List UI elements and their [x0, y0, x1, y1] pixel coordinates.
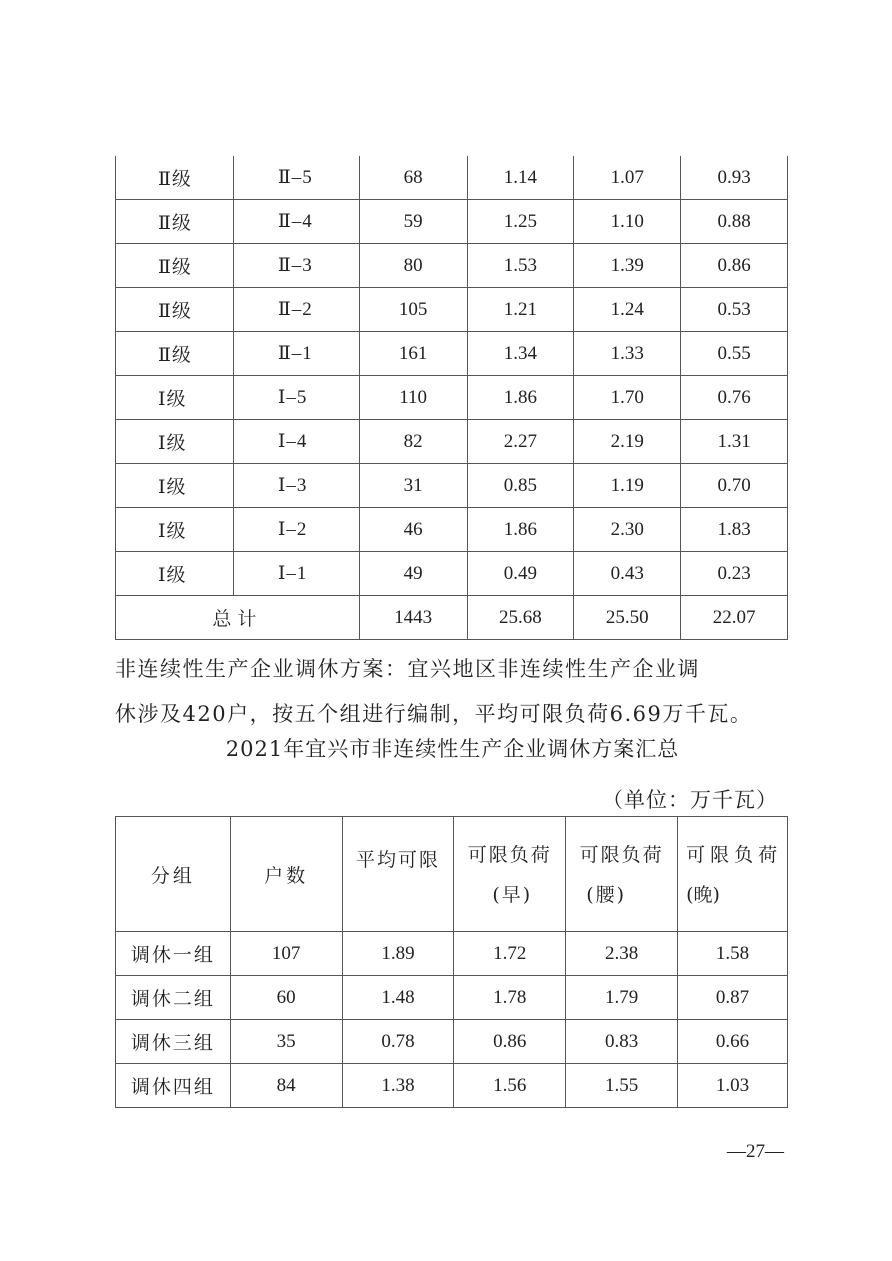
group-cell: 调休三组 — [116, 1020, 231, 1064]
load-table-continued — [115, 156, 788, 640]
value1-cell: 0.85 — [467, 464, 574, 508]
header-evening-top: 可限负荷 — [686, 844, 783, 866]
count-cell: 31 — [359, 464, 467, 508]
value2-cell: 0.43 — [574, 552, 681, 596]
table-row — [116, 1020, 788, 1064]
count-cell: 80 — [359, 244, 467, 288]
table-row — [116, 1064, 788, 1108]
group-cell: 调休二组 — [116, 976, 231, 1020]
value2-cell: 2.19 — [574, 420, 681, 464]
level-cell: Ⅰ级 — [116, 420, 234, 464]
noon-cell: 0.83 — [566, 1020, 678, 1064]
value1-cell: 2.27 — [467, 420, 574, 464]
sublevel-cell: Ⅱ–5 — [233, 156, 359, 200]
households-cell: 84 — [230, 1064, 342, 1108]
table2-header-row — [116, 817, 788, 932]
level-cell: Ⅰ级 — [116, 552, 234, 596]
count-cell: 110 — [359, 376, 467, 420]
value2-cell: 1.39 — [574, 244, 681, 288]
level-cell: Ⅱ级 — [116, 332, 234, 376]
table-row — [116, 976, 788, 1020]
sublevel-cell: Ⅱ–3 — [233, 244, 359, 288]
noon-cell: 1.55 — [566, 1064, 678, 1108]
value1-cell: 1.86 — [467, 376, 574, 420]
header-morning — [454, 817, 566, 932]
value2-cell: 1.70 — [574, 376, 681, 420]
avg-cell: 1.38 — [342, 1064, 454, 1108]
value3-cell: 1.31 — [681, 420, 788, 464]
avg-cell: 1.48 — [342, 976, 454, 1020]
header-noon — [566, 817, 678, 932]
table-row — [116, 156, 788, 200]
total-count-cell: 1443 — [359, 596, 467, 640]
sublevel-cell: Ⅰ–2 — [233, 508, 359, 552]
count-cell: 59 — [359, 200, 467, 244]
header-noon-top: 可限负荷 — [579, 844, 664, 866]
group-cell: 调休一组 — [116, 932, 231, 976]
count-cell: 49 — [359, 552, 467, 596]
count-cell: 46 — [359, 508, 467, 552]
evening-cell: 1.58 — [678, 932, 788, 976]
level-cell: Ⅱ级 — [116, 288, 234, 332]
paragraph-line-2: 休涉及420户，按五个组进行编制，平均可限负荷6.69万千瓦。 — [115, 702, 753, 726]
sublevel-cell: Ⅰ–1 — [233, 552, 359, 596]
table-row — [116, 200, 788, 244]
paragraph-line-1: 非连续性生产企业调休方案：宜兴地区非连续性生产企业调 — [115, 657, 700, 681]
total-label: 总计 — [116, 596, 360, 640]
count-cell: 82 — [359, 420, 467, 464]
table2-title: 2021年宜兴市非连续性生产企业调休方案汇总 — [225, 737, 680, 761]
households-cell: 107 — [230, 932, 342, 976]
total-v3-cell: 22.07 — [681, 596, 788, 640]
sublevel-cell: Ⅱ–2 — [233, 288, 359, 332]
value2-cell: 1.07 — [574, 156, 681, 200]
header-households: 户数 — [230, 817, 342, 932]
avg-cell: 0.78 — [342, 1020, 454, 1064]
value1-cell: 1.21 — [467, 288, 574, 332]
level-cell: Ⅰ级 — [116, 376, 234, 420]
value3-cell: 0.23 — [681, 552, 788, 596]
count-cell: 161 — [359, 332, 467, 376]
value2-cell: 1.19 — [574, 464, 681, 508]
table-row — [116, 420, 788, 464]
value1-cell: 1.14 — [467, 156, 574, 200]
total-row — [116, 596, 788, 640]
level-cell: Ⅱ级 — [116, 156, 234, 200]
value3-cell: 0.70 — [681, 464, 788, 508]
value1-cell: 1.53 — [467, 244, 574, 288]
evening-cell: 0.87 — [678, 976, 788, 1020]
sublevel-cell: Ⅱ–4 — [233, 200, 359, 244]
table-row — [116, 332, 788, 376]
households-cell: 60 — [230, 976, 342, 1020]
value1-cell: 0.49 — [467, 552, 574, 596]
value3-cell: 0.86 — [681, 244, 788, 288]
sublevel-cell: Ⅰ–3 — [233, 464, 359, 508]
table-row — [116, 244, 788, 288]
value2-cell: 1.10 — [574, 200, 681, 244]
level-cell: Ⅰ级 — [116, 464, 234, 508]
total-v2-cell: 25.50 — [574, 596, 681, 640]
count-cell: 68 — [359, 156, 467, 200]
sublevel-cell: Ⅰ–4 — [233, 420, 359, 464]
evening-cell: 0.66 — [678, 1020, 788, 1064]
table-row — [116, 464, 788, 508]
value3-cell: 0.55 — [681, 332, 788, 376]
page-number: —27— — [727, 1141, 784, 1162]
header-evening-bottom: (晚) — [686, 884, 720, 906]
table-row — [116, 932, 788, 976]
level-cell: Ⅰ级 — [116, 508, 234, 552]
table2-unit: （单位：万千瓦） — [602, 788, 778, 812]
header-morning-top: 可限负荷 — [467, 844, 552, 866]
noon-cell: 2.38 — [566, 932, 678, 976]
value3-cell: 0.76 — [681, 376, 788, 420]
value1-cell: 1.25 — [467, 200, 574, 244]
header-avg: 平均可限 — [342, 817, 454, 932]
sublevel-cell: Ⅱ–1 — [233, 332, 359, 376]
households-cell: 35 — [230, 1020, 342, 1064]
header-noon-bottom: (腰) — [586, 884, 627, 906]
morning-cell: 1.56 — [454, 1064, 566, 1108]
header-group: 分组 — [116, 817, 231, 932]
avg-cell: 1.89 — [342, 932, 454, 976]
value1-cell: 1.86 — [467, 508, 574, 552]
sublevel-cell: Ⅰ–5 — [233, 376, 359, 420]
evening-cell: 1.03 — [678, 1064, 788, 1108]
table-row — [116, 508, 788, 552]
table-row — [116, 552, 788, 596]
value3-cell: 0.93 — [681, 156, 788, 200]
level-cell: Ⅱ级 — [116, 244, 234, 288]
total-v1-cell: 25.68 — [467, 596, 574, 640]
value2-cell: 2.30 — [574, 508, 681, 552]
level-cell: Ⅱ级 — [116, 200, 234, 244]
noon-cell: 1.79 — [566, 976, 678, 1020]
value1-cell: 1.34 — [467, 332, 574, 376]
morning-cell: 1.72 — [454, 932, 566, 976]
morning-cell: 1.78 — [454, 976, 566, 1020]
schedule-summary-table — [115, 816, 788, 1108]
value3-cell: 1.83 — [681, 508, 788, 552]
table-row — [116, 376, 788, 420]
value2-cell: 1.24 — [574, 288, 681, 332]
header-evening — [678, 817, 788, 932]
header-morning-bottom: (早) — [492, 884, 533, 906]
table-row — [116, 288, 788, 332]
group-cell: 调休四组 — [116, 1064, 231, 1108]
value2-cell: 1.33 — [574, 332, 681, 376]
morning-cell: 0.86 — [454, 1020, 566, 1064]
count-cell: 105 — [359, 288, 467, 332]
value3-cell: 0.88 — [681, 200, 788, 244]
value3-cell: 0.53 — [681, 288, 788, 332]
